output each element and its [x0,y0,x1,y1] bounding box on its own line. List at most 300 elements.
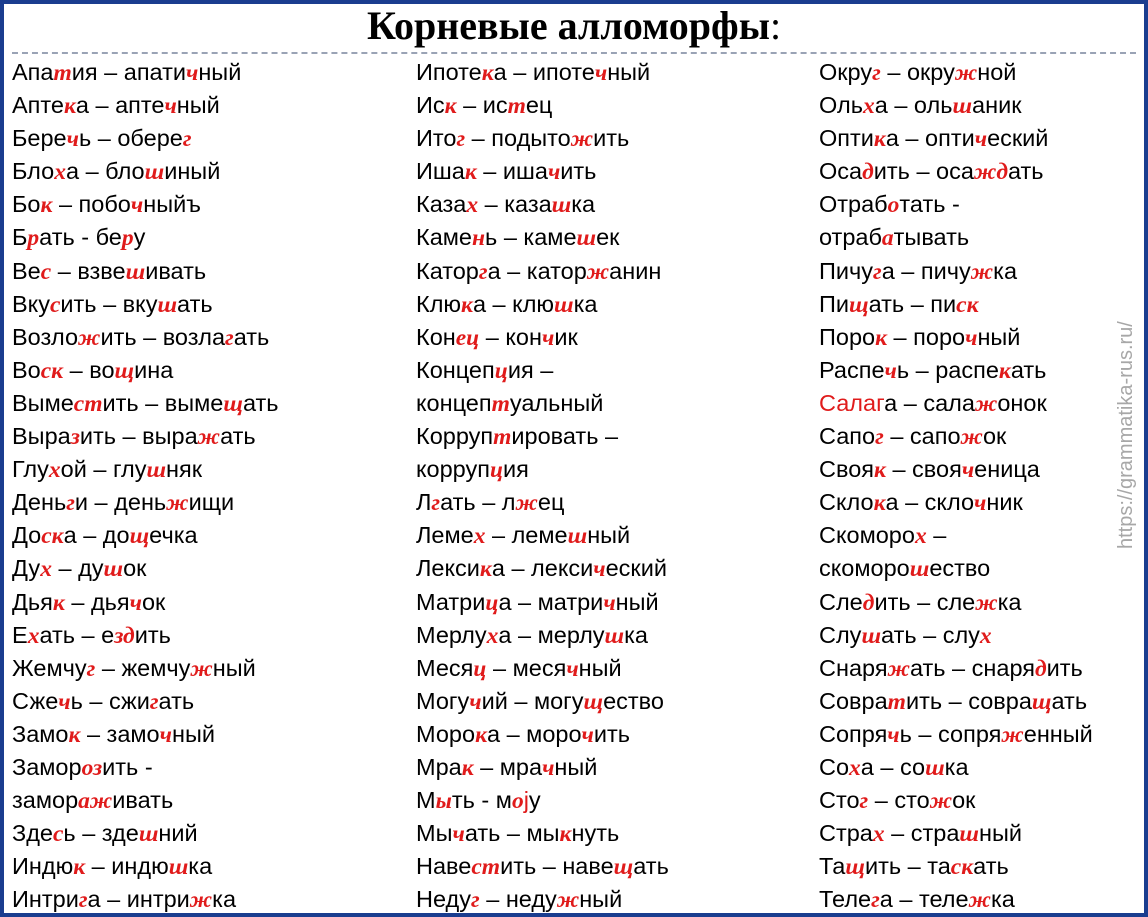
word-text: ь – обере [78,125,183,152]
word-text: иный [164,158,221,185]
highlighted-morpheme: х [473,523,486,550]
highlighted-morpheme: г [225,324,234,351]
word-text: Е [12,621,28,648]
word-pair-line [12,89,279,122]
highlighted-morpheme: ы [435,788,452,815]
word-text: ить – выра [79,423,198,450]
word-pair-line [819,255,1093,288]
word-text: Интри [12,886,79,913]
highlighted-morpheme: ш [604,622,625,649]
word-pair-line [416,122,669,155]
highlighted-morpheme: щ [114,357,135,384]
highlighted-morpheme: г [66,490,75,517]
word-pair-line [819,817,1093,850]
word-text: Мы [416,820,453,847]
word-text: ать – л [440,489,516,516]
word-text: Возло [12,323,79,350]
highlighted-morpheme: г [873,258,882,285]
word-text: ия [503,456,529,483]
highlighted-morpheme: ст [471,854,501,881]
highlighted-morpheme: ск [40,357,64,384]
highlighted-morpheme: х [486,622,499,649]
highlighted-morpheme: щ [129,523,150,550]
word-text: – во [63,356,115,383]
word-pair-line [416,288,669,321]
highlighted-morpheme: г [875,424,884,451]
word-pair-line [12,453,279,486]
highlighted-morpheme: с [52,821,64,848]
highlighted-morpheme: ж [968,887,991,914]
word-text: ить – та [864,853,951,880]
word-text: а – моро [486,720,582,747]
word-text: Поро [819,323,876,350]
word-text: Сала [819,389,877,416]
word-text: тать - [899,191,960,218]
highlighted-morpheme: ш [138,821,159,848]
word-pair-line [819,784,1093,817]
word-text: Наве [416,853,472,880]
word-pair-line [12,784,279,817]
word-pair-line [12,221,279,254]
word-text: ный [615,588,659,615]
word-text: ать [1007,158,1044,185]
highlighted-morpheme: j [523,787,529,814]
column-3 [819,56,1093,916]
highlighted-morpheme: ш [925,754,945,781]
highlighted-morpheme: ск [950,854,974,881]
word-text: ь – каме [485,224,577,251]
word-pair-line [416,586,669,619]
word-text: Отраб [819,191,888,218]
word-pair-line [819,652,1093,685]
highlighted-morpheme: ш [567,523,588,550]
word-text: еский [605,555,667,582]
word-text: ечка [149,522,198,549]
word-text: у [133,224,146,251]
word-pair-line [416,519,669,552]
highlighted-morpheme: ж [960,424,983,451]
highlighted-morpheme: т [493,424,512,451]
word-pair-line [416,89,669,122]
highlighted-morpheme: ч [581,721,594,748]
word-pair-line [12,288,279,321]
word-pair-line [12,652,279,685]
highlighted-morpheme: ж [970,258,994,285]
highlighted-morpheme: ж [975,589,998,616]
highlighted-morpheme: ч [129,589,142,616]
word-text: Концеп [416,356,495,383]
word-text: а – лекси [491,555,594,582]
word-text: ка [993,257,1018,284]
word-pair-line [12,751,279,784]
word-text: Дья [12,588,53,615]
word-text: тывать [893,224,970,251]
highlighted-morpheme: аж [78,788,113,815]
highlighted-morpheme: ч [541,324,555,351]
word-pair-line [416,486,669,519]
word-text: – побо [52,191,131,218]
word-text: а – опти [885,125,975,152]
word-text: ия – [507,356,554,383]
word-text: ь – распе [896,356,999,383]
word-text: ка [944,753,969,780]
word-pair-line [12,486,279,519]
highlighted-morpheme: к [559,821,572,848]
word-text: ть - м [451,787,512,814]
word-text: ать – мы [464,820,560,847]
word-text: ный [198,59,242,85]
word-pair-line [12,718,279,751]
highlighted-morpheme: ск [956,291,979,318]
word-text: – индю [85,853,169,880]
word-pair-line [819,586,1093,619]
word-pair-line [416,883,669,916]
highlighted-morpheme: ж [887,655,910,682]
word-text: ный [176,92,220,119]
word-text: Сто [819,787,860,814]
word-text: Катор [416,257,479,284]
word-text: Скло [819,489,874,516]
highlighted-morpheme: р [27,225,40,252]
word-pair-line [416,188,669,221]
word-text: Замо [12,720,69,747]
word-text: Оса [819,158,863,185]
word-text: – своя [885,456,962,483]
word-text: Сапо [819,423,876,450]
highlighted-morpheme: к [63,93,76,120]
highlighted-morpheme: т [507,93,526,120]
highlighted-morpheme: ч [593,556,606,583]
word-text: Б [12,224,28,251]
word-text: Слу [819,621,862,648]
word-text: ать [177,290,213,317]
word-text: Каме [416,224,472,251]
word-text: аник [972,92,1022,119]
word-text: – дья [64,588,130,615]
word-text: ить – оса [873,158,974,185]
word-text: Ипоте [416,59,482,85]
word-pair-line [416,751,669,784]
word-text: Кон [416,323,456,350]
word-text: Выме [12,389,74,416]
highlighted-morpheme: ш [554,291,574,318]
highlighted-morpheme: ск [41,523,64,550]
word-text: а – до [63,522,130,549]
word-pair-line [12,519,279,552]
highlighted-morpheme: к [464,159,477,186]
highlighted-morpheme: г [872,60,881,86]
word-text: ать - бе [39,224,122,251]
word-text: Меся [416,654,474,681]
word-pair-line [12,321,279,354]
word-text: Сле [819,588,863,615]
word-text: анин [609,257,662,284]
word-text: – подыто [465,125,571,152]
word-text: – иша [476,158,548,185]
highlighted-morpheme: к [444,93,457,120]
word-text: – взве [51,257,126,284]
highlighted-morpheme: оз [81,754,103,781]
highlighted-morpheme: ш [909,556,930,583]
word-text: онок [997,389,1047,416]
word-text: а – оль [874,92,953,119]
word-text: а – интри [87,886,190,913]
word-text: ный [554,753,598,780]
highlighted-morpheme: ж [78,324,101,351]
word-text: – мра [473,753,543,780]
word-text: ать [1051,687,1088,714]
word-text: – [926,522,947,549]
highlighted-morpheme: г [859,788,869,815]
word-text: ить [593,125,630,152]
highlighted-morpheme: ч [594,60,608,86]
word-text: Бере [12,125,67,152]
word-pair-line [12,586,279,619]
word-text: уальный [509,389,604,416]
word-text: ий – могу [481,687,584,714]
highlighted-morpheme: х [914,523,927,550]
highlighted-morpheme: ж [166,490,189,517]
highlighted-morpheme: г [456,126,466,153]
word-pair-line [12,56,279,89]
word-text: ить [560,158,597,185]
highlighted-morpheme: ч [566,655,579,682]
word-pair-line [12,817,279,850]
highlighted-morpheme: к [481,60,494,86]
word-text: – леме [485,522,568,549]
highlighted-morpheme: ч [452,821,465,848]
highlighted-morpheme: к [68,721,81,748]
word-text: Апа [12,59,54,85]
highlighted-morpheme: д [862,589,875,616]
word-text: – неду [479,886,557,913]
title-text: Корневые алломорфы [366,3,770,48]
word-text: ищи [188,489,235,516]
word-pair-line [819,354,1093,387]
word-text: ок [123,555,147,582]
word-text: ь – зде [63,820,139,847]
word-text: ина [134,356,174,383]
word-text: ество [929,555,991,582]
word-text: нуть [571,820,620,847]
word-pair-line [416,652,669,685]
word-text: няк [166,456,203,483]
word-text: Иша [416,158,465,185]
highlighted-morpheme: р [121,225,134,252]
word-text: ка [573,290,598,317]
highlighted-morpheme: ч [130,192,144,219]
word-text: ить – выме [102,389,224,416]
highlighted-morpheme: о [511,788,524,815]
word-text: ка [997,588,1022,615]
word-pair-line [12,387,279,420]
highlighted-morpheme: к [475,721,487,748]
word-text: Сопря [819,720,888,747]
highlighted-morpheme: т [887,688,906,715]
word-text: – ду [51,555,104,582]
highlighted-morpheme: к [73,854,86,881]
word-text: а – скло [885,489,975,516]
word-text: ивать [112,787,174,814]
word-text: а – апте [75,92,165,119]
word-text: корруп [416,456,490,483]
word-text: Пи [819,290,850,317]
title-colon: : [769,3,782,48]
word-pair-line [819,122,1093,155]
highlighted-morpheme: г [149,688,159,715]
word-text: Опти [819,125,874,152]
word-text: ик [554,323,578,350]
word-text: Ду [12,555,41,582]
word-pair-line [819,685,1093,718]
word-text: Зде [12,820,53,847]
page-title [0,4,1148,48]
highlighted-morpheme: ш [144,159,165,186]
word-text: ник [986,489,1023,516]
highlighted-morpheme: ж [189,887,213,914]
word-text: Ве [12,257,41,284]
word-text: ать [220,423,256,450]
word-pair-line [819,155,1093,188]
word-text: ный [587,522,631,549]
word-text: Теле [819,886,872,913]
highlighted-morpheme: х [40,556,52,583]
word-text: ный [171,720,215,747]
highlighted-morpheme: ш [551,192,572,219]
word-text: ка [624,621,648,648]
word-text: ний [158,820,198,847]
highlighted-morpheme: ч [547,159,561,186]
word-text: Своя [819,456,874,483]
highlighted-morpheme: г [876,389,885,416]
word-pair-line [12,255,279,288]
word-pair-line [416,685,669,718]
highlighted-morpheme: ж [974,390,998,417]
word-text: а – пичу [881,257,971,284]
highlighted-morpheme: ч [66,126,79,153]
word-pair-line [819,188,1093,221]
word-text: ать [633,853,669,880]
word-text: Сже [12,687,59,714]
word-text: ок [141,588,166,615]
highlighted-morpheme: ц [485,589,499,616]
highlighted-morpheme: д [1034,655,1047,682]
word-text: ок [952,787,976,814]
word-text: еский [987,125,1049,152]
word-text: ивать [145,257,207,284]
word-text: ный [212,654,256,681]
word-text: – ис [456,92,508,119]
word-pair-line [416,155,669,188]
word-pair-line [416,56,669,89]
highlighted-morpheme: с [49,291,61,318]
highlighted-morpheme: ч [884,357,897,384]
word-text: ец [537,489,565,516]
word-text: скоморо [819,555,910,582]
title-divider [12,52,1136,54]
highlighted-morpheme: а [881,225,894,252]
highlighted-morpheme: ж [515,490,538,517]
word-text: ка [571,191,596,218]
word-text: Мра [416,753,462,780]
word-text: Л [416,489,432,516]
highlighted-morpheme: ш [861,622,882,649]
word-pair-line [819,453,1093,486]
word-text: Мерлу [416,621,487,648]
highlighted-morpheme: г [471,887,480,914]
highlighted-morpheme: щ [845,854,865,881]
highlighted-morpheme: с [40,258,52,285]
highlighted-morpheme: ш [952,93,973,120]
highlighted-morpheme: г [431,490,441,517]
word-text: ить – совра [905,687,1032,714]
highlighted-morpheme: ц [489,457,504,484]
highlighted-morpheme: х [48,457,61,484]
word-text: Та [819,853,846,880]
highlighted-morpheme: ч [164,93,177,120]
word-text: замор [12,787,79,814]
highlighted-morpheme: к [40,192,53,219]
word-text: Снаря [819,654,888,681]
word-text: ить [1046,654,1083,681]
word-text: ить - [102,753,153,780]
word-text: Лекси [416,555,480,582]
word-text: – сапо [883,423,961,450]
highlighted-morpheme: ст [73,390,103,417]
highlighted-morpheme: х [872,821,885,848]
word-text: а – мерлу [498,621,605,648]
word-text: ировать – [511,423,619,450]
word-text: Ис [416,92,445,119]
word-text: Во [12,356,41,383]
highlighted-morpheme: н [472,225,486,252]
highlighted-morpheme: х [54,159,66,186]
word-text: ек [596,224,620,251]
word-text: Каза [416,191,467,218]
word-text: – окру [880,59,955,85]
highlighted-morpheme: щ [849,291,869,318]
word-text: концеп [416,389,492,416]
word-text: – поро [887,323,966,350]
highlighted-morpheme: ж [570,126,594,153]
highlighted-morpheme: ч [159,721,172,748]
highlighted-morpheme: ш [157,291,178,318]
word-text: ество [603,687,664,714]
word-pair-line [416,784,669,817]
word-pair-line [819,420,1093,453]
word-pair-line [12,155,279,188]
word-pair-line [12,685,279,718]
highlighted-morpheme: ч [58,688,71,715]
word-text: Индю [12,853,74,880]
highlighted-morpheme: жд [973,159,1008,186]
word-text: ить [593,720,631,747]
highlighted-morpheme: ш [146,457,167,484]
word-text: – меся [486,654,567,681]
word-text: ок [982,423,1007,450]
word-text: ать – е [39,621,115,648]
word-text: Со [819,753,850,780]
word-pair-line [12,619,279,652]
word-text: До [12,522,42,549]
word-text: Скоморо [819,522,915,549]
highlighted-morpheme: ч [542,754,555,781]
highlighted-morpheme: к [873,490,886,517]
highlighted-morpheme: г [78,887,88,914]
word-text: Бо [12,191,41,218]
highlighted-morpheme: т [491,390,510,417]
word-pair-line [416,354,669,387]
